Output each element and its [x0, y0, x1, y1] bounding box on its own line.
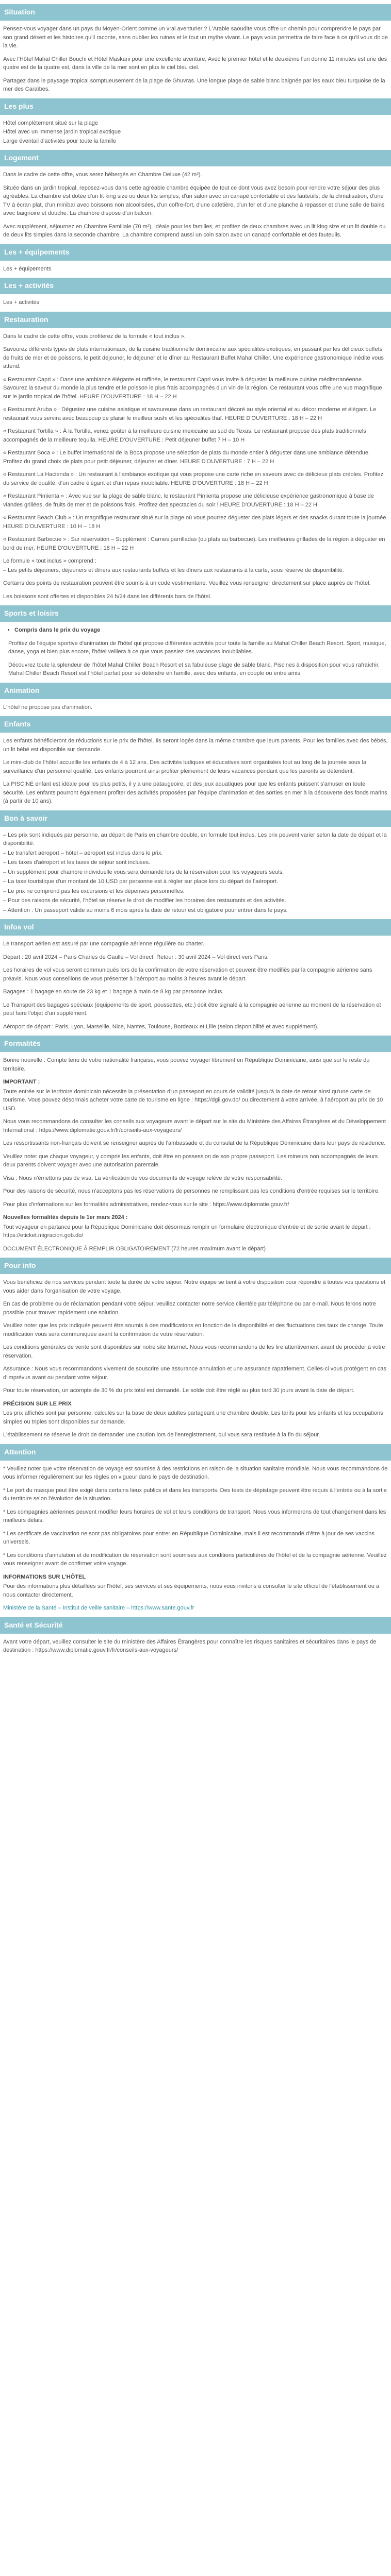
restaurant-boca: « Restaurant Boca » : Le buffet international de la Boca propose une sélection de plats du monde entier à déguster dans une ambiance détendue. Profitez du grand choix de plats pour petit déjeuner, déjeuner et dîner. HEURE D'OUVERTURE : 7 H – 22 H [3, 450, 370, 465]
formalites-paragraph: Nous vous recommandons de consulter les conseils aux voyageurs avant le départ sur le site du Ministère des Affaires Étrangères et du Développement International : https://www.diplomatie.gouv.fr/fr/conseils-aux-voyageurs/ [3, 1118, 386, 1133]
restaurant-barbecue: « Restaurant Barbecue » : Sur réservation – Supplément : Carnes parrilladas (ou plats au barbecue). Les meilleures grillades de la région à déguster en bord de mer. HEURE D'OUVERTURE : 18 H – 22 H [3, 536, 385, 551]
formalites-paragraph: Bonne nouvelle : Compte tenu de votre nationalité française, vous pouvez voyager librement en République Dominicaine, ainsi que sur le reste du territoire. [3, 1057, 370, 1072]
logement-paragraph: Située dans un jardin tropical, reposez-vous dans cette agréable chambre équipée de tout ce dont vous avez besoin pour rendre votre séjour des plus agréables. La chambre est dotée d'un lit king size ou deux lits simples, d'un salon avec un canapé confortable et des fauteuils, de la climatisation, d'une TV à écran plat, d'un minibar avec boissons non alcoolisées, d'un coffre-fort, d'une cafetière, d'un fer et d'une planche à repasser et d'une salle de bains avec baignoire et douche. La chambre dispose d'un balcon. [3, 184, 385, 216]
activites-section [0, 298, 391, 307]
section-title-pluses: Les plus [0, 98, 391, 115]
sports-paragraph: Profitez de l'équipe sportive d'animation de l'hôtel qui propose différentes activités pour toute la famille au Mahal Chiller Beach Resort. Sport, musique, danse, yoga et bien plus encore, l'hôtel veillera à ce que vous passiez des vacances inoubliables. [8, 640, 386, 655]
equipements-section [0, 265, 391, 274]
formalites-paragraph: Pour des raisons de sécurité, nous n'acceptons pas les réservations de personnes ne remplissant pas les conditions d'entrée requises sur le territoire. [3, 1188, 380, 1194]
attention-paragraph: Pour des informations plus détaillées sur l'hôtel, ses services et ses équipements, nous vous invitons à consulter le site officiel de l'établissement ou à nous contacter directement. [3, 1583, 380, 1598]
sports-list [3, 626, 388, 635]
pluses-section [0, 119, 391, 146]
pluses-item: Hôtel complètement situé sur la plage [3, 120, 99, 126]
equipements-line: Les + équipements [3, 265, 52, 272]
bon-a-savoir-item: – Un supplément pour chambre individuelle vous sera demandé lors de la réservation pour les voyageurs seuls. [3, 869, 284, 875]
attention-section [0, 1465, 391, 1613]
section-title-attention: Attention [0, 1444, 391, 1461]
pluses-item: Hôtel avec un immense jardin tropical exotique [3, 129, 121, 135]
formalites-paragraph: Visa : Nous n'émettons pas de visa. La vérification de vos documents de voyage relève de votre responsabilité. [3, 1175, 283, 1181]
restaurant-beach-club: « Restaurant Beach Club » : Un magnifique restaurant situé sur la plage où vous pourrez déguster des plats légers et des snacks durant toute la journée. HEURE D'OUVERTURE : 10 H – 18 H [3, 515, 388, 530]
formalites-important: IMPORTANT : [3, 1079, 40, 1085]
logement-paragraph: Dans le cadre de cette offre, vous serez hébergés en Chambre Deluxe (42 m²). [3, 172, 202, 178]
attention-subheading: INFORMATIONS SUR L'HÔTEL [3, 1573, 86, 1580]
section-title-restauration: Restauration [0, 312, 391, 328]
formula-heading: Le formule « tout inclus » comprend : [3, 558, 96, 564]
infos-vol-paragraph: Aéroport de départ : Paris, Lyon, Marseille, Nice, Nantes, Toulouse, Bordeaux et Lille (selon disponibilité et avec supplément). [3, 1023, 319, 1030]
bon-a-savoir-section [0, 831, 391, 915]
attention-paragraph: * Les certificats de vaccination ne sont pas obligatoires pour entrer en République Dominicaine, mais il est recommandé d'être à jour de ses vaccins universels. [3, 1530, 374, 1545]
bon-a-savoir-item: – Attention : Un passeport valide au moins 6 mois après la date de retour est obligatoire pour entrer dans le pays. [3, 907, 288, 913]
enfants-paragraph: Le mini-club de l'hôtel accueille les enfants de 4 à 12 ans. Des activités ludiques et éducatives sont organisées tout au long de la journée sous la surveillance d'un personnel qualifié. Les enfants pourront ainsi profiter pleinement de leurs vacances pendant que les parents se détendent. [3, 759, 367, 774]
formalites-notice: DOCUMENT ÉLECTRONIQUE À REMPLIR OBLIGATOIREMENT (72 heures maximum avant le départ) [3, 1245, 266, 1252]
animation-line: L'hôtel ne propose pas d'animation. [3, 704, 92, 710]
infos-vol-paragraph: Les horaires de vol vous seront communiqués lors de la confirmation de votre réservation et peuvent être modifiés par la compagnie aérienne sans préavis. Nous vous conseillons de vous présenter à l'aéroport au moins 3 heures avant le départ. [3, 967, 372, 982]
section-title-pour-info: Pour info [0, 1258, 391, 1274]
infos-vol-section [0, 940, 391, 1031]
logement-section [0, 171, 391, 240]
bon-a-savoir-item: – Les prix sont indiqués par personne, au départ de Paris en chambre double, en formule tout inclus. Les prix peuvent varier selon la date de départ et la disponibilité. [3, 832, 387, 846]
section-title-bon-a-savoir: Bon à savoir [0, 810, 391, 827]
infos-vol-paragraph: Bagages : 1 bagage en soute de 23 kg et 1 bagage à main de 8 kg par personne inclus. [3, 989, 224, 995]
pour-info-paragraph: En cas de problème ou de réclamation pendant votre séjour, veuillez contacter notre service clientèle par téléphone ou par e-mail. Nous ferons notre possible pour trouver rapidement une solution. [3, 1301, 376, 1316]
situation-section [0, 25, 391, 94]
formalites-paragraph: Tout voyageur en partance pour la République Dominicaine doit désormais remplir un formulaire électronique d'entrée et de sortie avant le départ : https://eticket.migracion.gob.do/ [3, 1224, 371, 1239]
restauration-section [0, 332, 391, 601]
bon-a-savoir-item: – Le prix ne comprend pas les excursions et les dépenses personnelles. [3, 888, 185, 894]
enfants-paragraph: La PISCINE enfant est idéale pour les plus petits, il y a une pataugeoire, et des jeux aquatiques pour que les enfants puissent s'amuser en toute sécurité. Les enfants pourront également profiter des activités proposées par l'équipe d'animation et des sorties en mer à la découverte des fonds marins (à partir de 10 ans). [3, 781, 387, 804]
restaurant-pimienta: « Restaurant Pimienta » : Avec vue sur la plage de sable blanc, le restaurant Pimienta propose une délicieuse expérience gastronomique à base de viandes grillées, de fruits de mer et de poissons frais. Profitez des spectacles du soir ! HEURE D'OUVERTURE : 18 H – 22 H [3, 493, 374, 508]
attention-paragraph: * Le port du masque peut être exigé dans certains lieux publics et dans les transports. Des tests de dépistage peuvent être requis à l'entrée ou à la sortie du territoire selon l'évolution de la situation. [3, 1487, 387, 1502]
section-title-infos-vol: Infos vol [0, 919, 391, 936]
restauration-paragraph: Dans le cadre de cette offre, vous profiterez de la formule « tout inclus ». [3, 333, 186, 340]
bon-a-savoir-item: – Pour des raisons de sécurité, l'hôtel se réserve le droit de modifier les horaires des restaurants et des activités. [3, 897, 286, 904]
sante-paragraph: Avant votre départ, veuillez consulter le site du ministère des Affaires Étrangères pour connaître les risques sanitaires et sécuritaires dans le pays de destination : https://www.diplomatie.gouv.fr/fr/conseils-aux-voyageurs/ [3, 1638, 377, 1653]
section-title-activites: Les + activités [0, 278, 391, 294]
pour-info-paragraph: Veuillez noter que les prix indiqués peuvent être soumis à des modifications en fonction de la disponibilité et des fluctuations des taux de change. Toute modification vous sera communiquée avant la confirmation de votre réservation. [3, 1323, 383, 1337]
attention-paragraph: * Les conditions d'annulation et de modification de réservation sont soumises aux conditions particulières de l'hôtel et de la compagnie aérienne. Veuillez vous renseigner avant de confirmer votre voyage. [3, 1552, 387, 1567]
situation-paragraph: Avec l'Hôtel Mahal Chiller Bouchi et Hôtel Maskani pour une excellente aventure, Avec le premier hôtel et le deuxième l'un donne 11 minutes est une des quatre est de la quatre est, dans la ville de la mer sont en plus le ciel bleu ciel. [3, 56, 387, 71]
section-title-equipements: Les + équipements [0, 244, 391, 261]
formalites-paragraph: Toute entrée sur le territoire dominicain nécessite la présentation d'un passeport en cours de validité jusqu'à la date de retour ainsi qu'une carte de tourisme. Vous pouvez désormais acheter votre carte de tourisme en ligne : https://dgii.gov.do/ ou directement à votre arrivée, à l'aéroport au prix de 10 USD. [3, 1088, 383, 1112]
sports-paragraph: Découvrez toute la splendeur de l'hôtel Mahal Chiller Beach Resort et sa fabuleuse plage de sable blanc. Piscines à disposition pour vous rafraîchir. Mahal Chiller Beach Resort est l'hôtel parfait pour se détendre en famille, avec des enfants, en couple ou entre amis. [8, 662, 380, 676]
attention-link-line [3, 1604, 388, 1613]
pour-info-subheading: PRÉCISION SUR LE PRIX [3, 1400, 72, 1407]
formalites-paragraph: Pour plus d'informations sur les formalités administratives, rendez-vous sur le site : https://www.diplomatie.gouv.fr/ [3, 1201, 289, 1208]
formalites-paragraph: Veuillez noter que chaque voyageur, y compris les enfants, doit être en possession de son propre passeport. Les mineurs non accompagnés de leurs deux parents doivent voyager avec une autorisation parentale. [3, 1153, 378, 1168]
bon-a-savoir-item: – Le transfert aéroport – hôtel – aéroport est inclus dans le prix. [3, 850, 163, 856]
pour-info-paragraph: Pour toute réservation, un acompte de 30 % du prix total est demandé. Le solde doit être réglé au plus tard 30 jours avant la date de départ. [3, 1387, 355, 1394]
sports-section [0, 626, 391, 678]
pour-info-paragraph: Vous bénéficiez de nos services pendant toute la durée de votre séjour. Notre équipe se tient à votre disposition pour répondre à toutes vos questions et vous aider dans l'organisation de votre voyage. [3, 1279, 386, 1294]
restauration-paragraph: Les boissons sont offertes et disponibles 24 h/24 dans les différents bars de l'hôtel. [3, 593, 212, 600]
infos-vol-paragraph: Le Transport des bagages spéciaux (équipements de sport, poussettes, etc.) doit être signalé à la compagnie aérienne au moment de la réservation et peut faire l'objet d'un supplément. [3, 1002, 381, 1016]
section-title-formalites: Formalités [0, 1036, 391, 1052]
sante-section [0, 1638, 391, 1655]
section-title-sports: Sports et loisirs [0, 605, 391, 622]
activites-line: Les + activités [3, 299, 40, 306]
pour-info-section [0, 1278, 391, 1439]
enfants-paragraph: Les enfants bénéficieront de réductions sur le prix de l'hôtel. Ils seront logés dans la même chambre que leurs parents. Pour les familles avec des bébés, un lit bébé est disponible sur demande. [3, 738, 388, 753]
restaurant-capri: « Restaurant Capri » : Dans une ambiance élégante et raffinée, le restaurant Capri vous invite à déguster la meilleure cuisine méditerranéenne. Savourez la saveur du monde la plus tendre et le poisson le plus frais accompagnés d'un vin de la région. Ce restaurant vous offre une vue magnifique sur le jardin tropical de l'hôtel. HEURE D'OUVERTURE : 18 H – 22 H [3, 376, 382, 400]
pour-info-paragraph: Assurance : Nous vous recommandons vivement de souscrire une assurance annulation et une assurance rapatriement. Celles-ci vous protègent en cas d'imprévus avant ou pendant votre séjour. [3, 1366, 386, 1381]
pour-info-paragraph: Les conditions générales de vente sont disponibles sur notre site Internet. Nous vous recommandons de les lire attentivement avant de procéder à votre réservation. [3, 1344, 385, 1359]
section-title-situation: Situation [0, 4, 391, 21]
pour-info-paragraph: L'établissement se réserve le droit de demander une caution lors de l'enregistrement, qui vous sera restituée à la fin du séjour. [3, 1432, 320, 1438]
bon-a-savoir-item: – Les taxes d'aéroport et les taxes de séjour sont incluses. [3, 859, 151, 866]
situation-paragraph: Partagez dans le paysage tropical somptueusement de la plage de Ghuvras. Une longue plage de sable blanc baignée par les eaux bleu turquoise de la mer des Caraïbes. [3, 77, 385, 92]
restaurant-aruba: « Restaurant Aruba » : Dégustez une cuisine asiatique et savoureuse dans un restaurant décoré au style oriental et au décor moderne et élégant. Le restaurant vous servira avec beaucoup de plaisir le meilleur sushi et les spécialités thaï. HEURE D'OUVERTURE : 18 H – 22 H [3, 406, 377, 421]
infos-vol-paragraph: Départ : 20 avril 2024 – Paris Charles de Gaulle – Vol direct. Retour : 30 avril 2024 – Vol direct vers Paris. [3, 954, 269, 960]
situation-paragraph: Pensez-vous voyager dans un pays du Moyen-Orient comme un vrai aventurier ? L'Arabie saoudite vous offre un chemin pour comprendre le pays par son grand désert et les histoires qu'il raconte, sans oublier les ruines et le tout un mythe vivant. Le pays vous permettra de faire face à ce qu'il vous dit de la vie. [3, 26, 388, 49]
formalites-paragraph: Les ressortissants non-français doivent se renseigner auprès de l'ambassade et du consulat de la République Dominicaine dans leur pays de résidence. [3, 1140, 386, 1146]
attention-paragraph: * Les compagnies aériennes peuvent modifier leurs horaires de vol et leurs conditions de transport. Nous vous informerons de tout changement dans les meilleurs délais. [3, 1509, 386, 1523]
section-title-enfants: Enfants [0, 716, 391, 733]
logement-paragraph: Avec supplément, séjournez en Chambre Familiale (70 m²), idéale pour les familles, et profitez de deux chambres avec un lit king size et un lit double ou de deux lits simples dans la seconde chambre. La chambre comprend aussi un coin salon avec un canapé confortable et des fauteuils. [3, 223, 386, 238]
health-ministry-link[interactable]: Ministère de la Santé – Institut de veille sanitaire – https://www.sante.gouv.fr [3, 1605, 194, 1611]
formalites-section [0, 1056, 391, 1253]
animation-section [0, 703, 391, 712]
attention-paragraph: * Veuillez noter que votre réservation de voyage est soumise à des restrictions en raison de la situation sanitaire mondiale. Nous vous recommandons de vous informer régulièrement sur les règles en vigueur dans le pays de destination. [3, 1465, 388, 1480]
restaurant-hacienda: « Restaurant La Hacienda » : Un restaurant à l'ambiance exotique qui vous propose une carte riche en saveurs avec de délicieux plats créoles. Profitez du service de qualité, d'un cadre élégant et d'un repas inoubliable. HEURE D'OUVERTURE : 18 H – 22 H [3, 471, 384, 486]
infos-vol-paragraph: Le transport aérien est assuré par une compagnie aérienne régulière ou charter. [3, 941, 205, 947]
restaurant-tortilla: « Restaurant Tortilla » : À la Tortilla, venez goûter à la meilleure cuisine mexicaine au sud du Texas. Le restaurant propose des plats traditionnels accompagnés de la meilleure tequila. HEURE D'OUVERTURE : Petit déjeuner buffet 7 H – 10 H [3, 428, 366, 443]
sports-list-item: • Compris dans le prix du voyage [14, 626, 388, 635]
restauration-paragraph: Savourez différents types de plats internationaux, de la cuisine traditionnelle dominicaine aux spécialités exotiques, en passant par les délicieux buffets de fruits de mer et de poissons, le petit déjeuner, le déjeuner et le dîner au Restaurant Buffet Mahal Chiller. Une expérience gastronomique inédite vous attend. [3, 346, 384, 369]
section-title-sante: Santé et Sécurité [0, 1617, 391, 1634]
formula-detail: – Les petits déjeuners, déjeuners et dîners aux restaurants buffets et les dîners aux restaurants à la carte, sous réserve de disponibilité. [3, 567, 344, 573]
formalites-subheading: Nouvelles formalités depuis le 1er mars 2024 : [3, 1214, 128, 1221]
section-title-logement: Logement [0, 150, 391, 166]
pluses-item: Large éventail d'activités pour toute la famille [3, 138, 117, 144]
restauration-paragraph: Certains des points de restauration peuvent être soumis à un code vestimentaire. Veuillez vous renseigner directement sur place auprès de l'hôtel. [3, 580, 371, 586]
bon-a-savoir-item: – La taxe touristique d'un montant de 10 USD par personne est à régler sur place lors du départ de l'aéroport. [3, 878, 279, 885]
section-title-animation: Animation [0, 683, 391, 699]
enfants-section [0, 737, 391, 806]
pour-info-paragraph: Les prix affichés sont par personne, calculés sur la base de deux adultes partageant une chambre double. Les tarifs pour les enfants et les occupations simples ou triples sont disponibles sur demande. [3, 1410, 383, 1425]
